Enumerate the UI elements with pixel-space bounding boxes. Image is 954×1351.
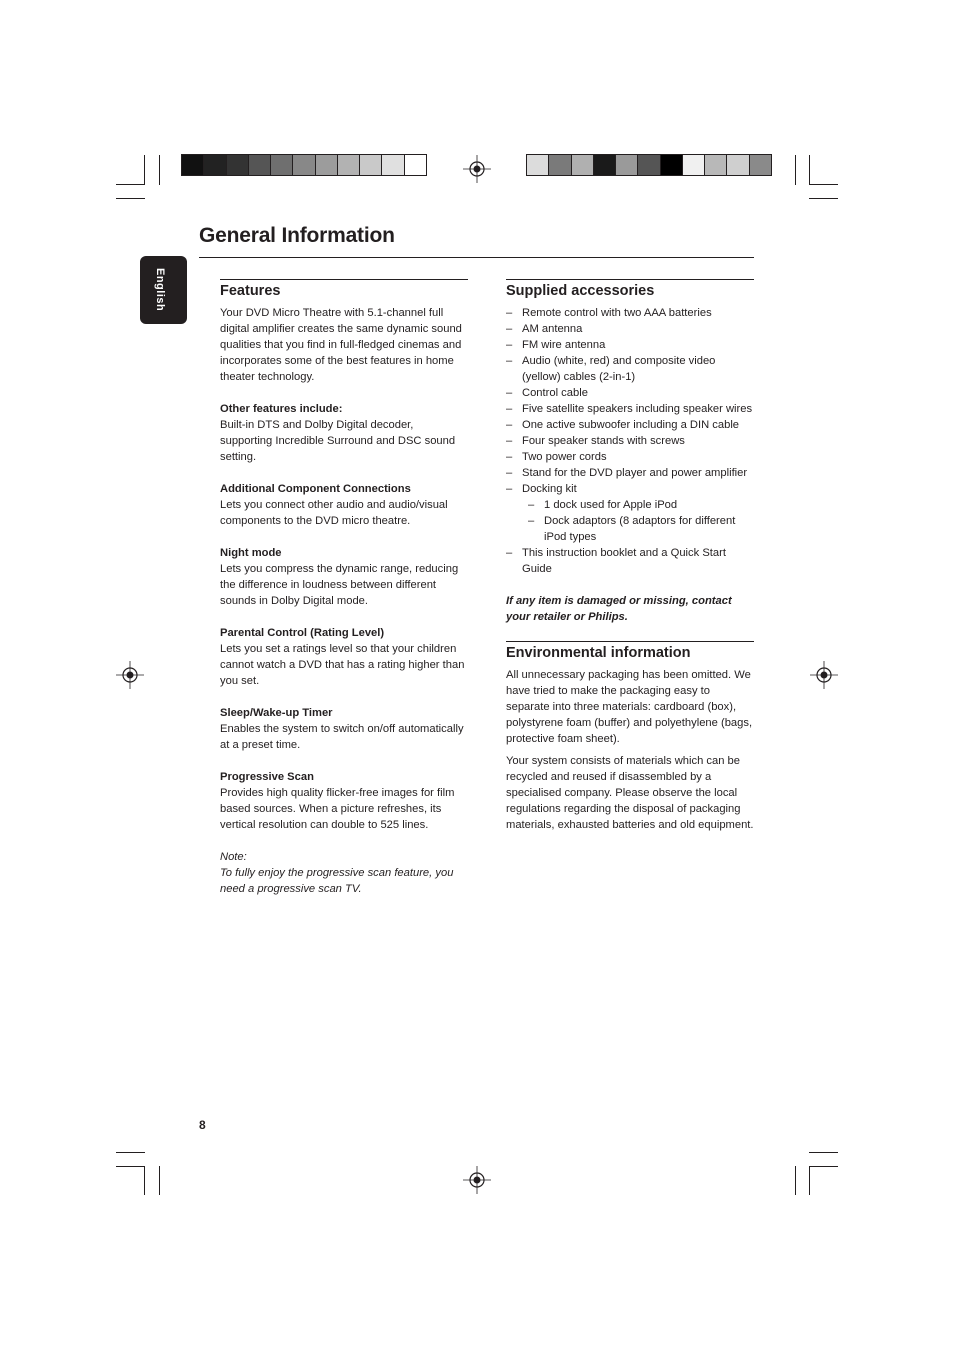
crop-mark: [809, 1152, 838, 1153]
color-swatch: [227, 155, 249, 175]
color-swatch: [638, 155, 660, 175]
section-divider: [506, 641, 754, 642]
crop-mark: [809, 155, 810, 185]
color-swatch: [182, 155, 204, 175]
environment-paragraph: All unnecessary packaging has been omitted. We have tried to make the packaging easy to separate into three materials: cardboard (box), polystyrene foam (buffer) and polyethylene (bags, protective foam sheet).: [506, 669, 753, 745]
color-swatch: [293, 155, 315, 175]
list-item-label: Docking kit: [522, 483, 577, 495]
page-number: 8: [199, 1118, 206, 1132]
feature-text: Lets you connect other audio and audio/visual components to the DVD micro theatre.: [220, 499, 448, 527]
note-label: Note:: [220, 851, 247, 863]
page-title: General Information: [199, 224, 395, 247]
language-tab: [140, 256, 187, 324]
crop-mark: [116, 184, 145, 185]
list-item: – AM antenna: [506, 321, 754, 337]
crop-mark: [795, 1166, 796, 1195]
registration-mark-icon: [809, 660, 839, 690]
sub-list-item: – Dock adaptors (8 adaptors for different iPod types: [528, 513, 754, 545]
crop-mark: [809, 1166, 810, 1195]
note-text: To fully enjoy the progressive scan feature, you need a progressive scan TV.: [220, 867, 454, 895]
color-swatch: [549, 155, 571, 175]
note: [220, 849, 468, 897]
feature-title: Progressive Scan: [220, 771, 314, 783]
color-swatch: [271, 155, 293, 175]
feature-text: Built-in DTS and Dolby Digital decoder, supporting Incredible Surround and DSC sound setting.: [220, 419, 456, 463]
registration-mark-icon: [462, 154, 492, 184]
feature-item: [220, 625, 468, 689]
color-swatch: [338, 155, 360, 175]
right-column: [506, 279, 754, 833]
list-item: – Four speaker stands with screws: [506, 433, 754, 449]
crop-mark: [809, 184, 838, 185]
color-swatch: [360, 155, 382, 175]
section-divider: [220, 279, 468, 280]
list-item: – Control cable: [506, 385, 754, 401]
color-swatch: [249, 155, 271, 175]
feature-item: [220, 545, 468, 609]
section-title: Features: [220, 283, 281, 299]
feature-title: Night mode: [220, 547, 282, 559]
environment-paragraph: Your system consists of materials which can be recycled and reused if disassembled by a specialised company. Please observe the local regulations regarding the disposal of packaging materials, exhausted batteries and old equipment.: [506, 755, 754, 831]
feature-title: Other features include:: [220, 403, 343, 415]
crop-mark: [809, 1166, 838, 1167]
title-divider: [199, 257, 754, 258]
color-swatch: [727, 155, 749, 175]
language-tab-label: English: [154, 268, 166, 312]
list-item: – This instruction booklet and a Quick Start Guide: [506, 545, 754, 577]
list-item: – FM wire antenna: [506, 337, 754, 353]
color-swatch: [204, 155, 226, 175]
color-swatch: [382, 155, 404, 175]
crop-mark: [159, 1166, 160, 1195]
section-title: Supplied accessories: [506, 283, 655, 299]
feature-item: [220, 481, 468, 529]
registration-mark-icon: [115, 660, 145, 690]
feature-text: Enables the system to switch on/off automatically at a preset time.: [220, 723, 464, 751]
feature-item: [220, 769, 468, 833]
docking-sub-list: [522, 497, 754, 545]
color-swatch: [750, 155, 771, 175]
list-item: – Stand for the DVD player and power amplifier: [506, 465, 754, 481]
color-swatch: [405, 155, 426, 175]
color-swatch: [705, 155, 727, 175]
features-section: [220, 279, 468, 897]
features-intro: Your DVD Micro Theatre with 5.1-channel full digital amplifier creates the same dynamic sound qualities that you find in full-fledged cinemas and incorporates some of the best features in home theater technology.: [220, 307, 462, 383]
crop-mark: [159, 155, 160, 185]
feature-text: Lets you compress the dynamic range, reducing the difference in loudness between different sounds in Dolby Digital mode.: [220, 563, 459, 607]
color-calibration-bar-right: [526, 154, 772, 176]
feature-item: [220, 705, 468, 753]
feature-title: Additional Component Connections: [220, 483, 411, 495]
color-swatch: [661, 155, 683, 175]
accessories-list: [506, 305, 754, 577]
registration-mark-icon: [462, 1165, 492, 1195]
crop-mark: [144, 155, 145, 185]
crop-mark: [116, 1166, 145, 1167]
list-item: – Two power cords: [506, 449, 754, 465]
color-swatch: [527, 155, 549, 175]
feature-text: Lets you set a ratings level so that your children cannot watch a DVD that has a rating higher than you set.: [220, 643, 465, 687]
crop-mark: [809, 198, 838, 199]
crop-mark: [795, 155, 796, 185]
color-calibration-bar-left: [181, 154, 427, 176]
feature-title: Parental Control (Rating Level): [220, 627, 385, 639]
list-item-docking-kit: [506, 481, 754, 545]
list-item: – One active subwoofer including a DIN cable: [506, 417, 754, 433]
color-swatch: [683, 155, 705, 175]
list-item: – Remote control with two AAA batteries: [506, 305, 754, 321]
damage-warning: If any item is damaged or missing, contact your retailer or Philips.: [506, 595, 732, 623]
feature-item: [220, 401, 468, 465]
crop-mark: [116, 1152, 145, 1153]
sub-list-item: – 1 dock used for Apple iPod: [528, 497, 754, 513]
color-swatch: [616, 155, 638, 175]
crop-mark: [144, 1166, 145, 1195]
section-title: Environmental information: [506, 645, 691, 661]
feature-title: Sleep/Wake-up Timer: [220, 707, 333, 719]
list-item: – Audio (white, red) and composite video (yellow) cables (2-in-1): [506, 353, 754, 385]
section-divider: [506, 279, 754, 280]
color-swatch: [594, 155, 616, 175]
list-item: – Five satellite speakers including speaker wires: [506, 401, 754, 417]
color-swatch: [572, 155, 594, 175]
color-swatch: [316, 155, 338, 175]
feature-text: Provides high quality flicker-free images for film based sources. When a picture refreshes, its vertical resolution can double to 525 lines.: [220, 787, 455, 831]
crop-mark: [116, 198, 145, 199]
